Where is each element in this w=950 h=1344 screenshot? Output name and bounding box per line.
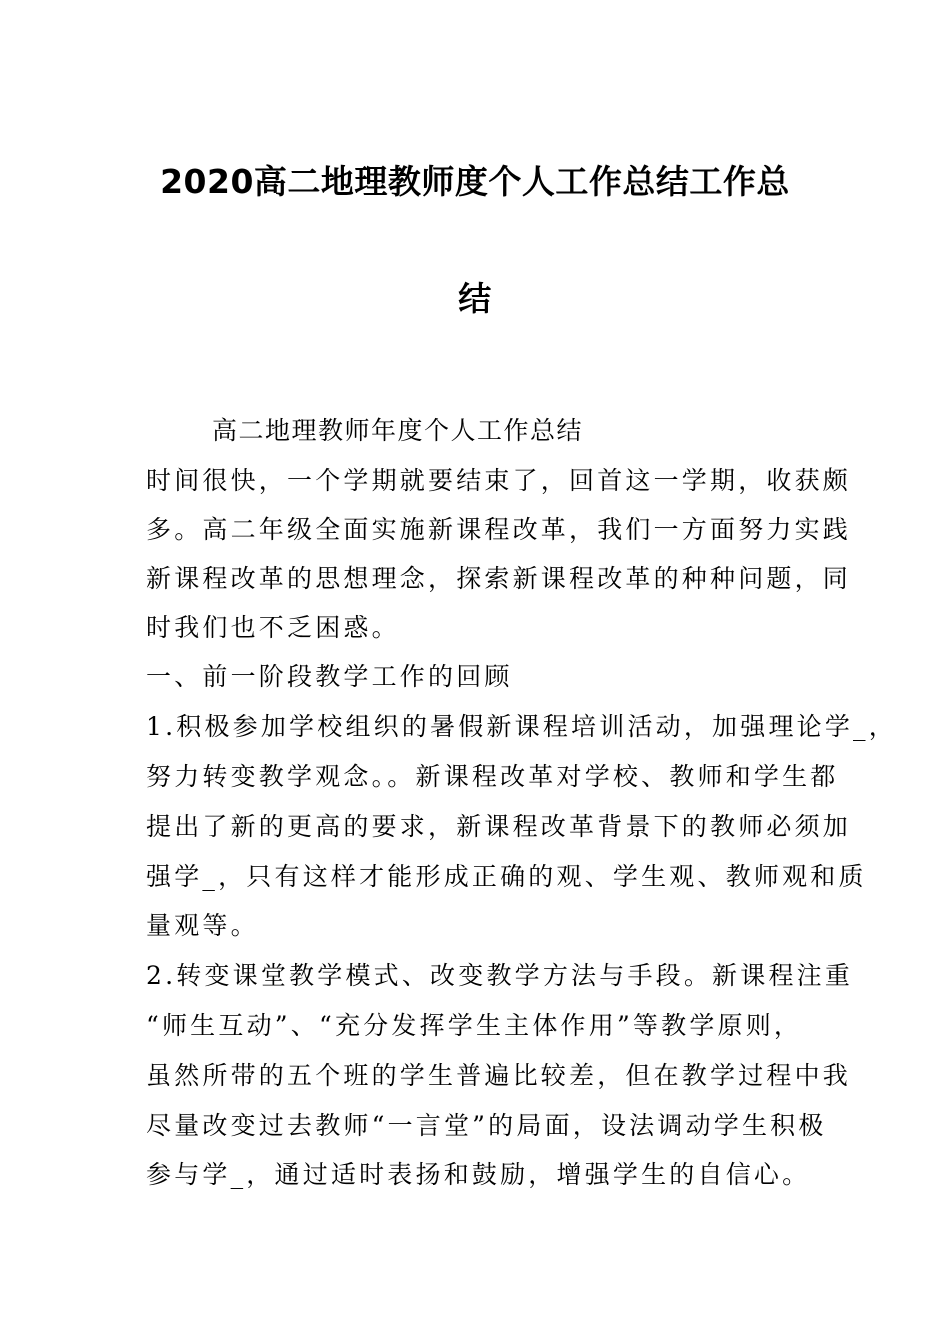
paragraph-line: 提出了新的更高的要求，新课程改革背景下的教师必须加 <box>146 812 852 841</box>
document-title-line-2: 结 <box>458 279 492 318</box>
paragraph-line: 2.转变课堂教学模式、改变教学方法与手段。新课程注重 <box>146 961 854 990</box>
paragraph-line: 参与学_，通过适时表扬和鼓励，增强学生的自信心。 <box>146 1160 811 1189</box>
paragraph-line: 新课程改革的思想理念，探索新课程改革的种种问题，同 <box>146 564 852 593</box>
paragraph-line: 量观等。 <box>146 911 259 940</box>
paragraph-line: 强学_，只有这样才能形成正确的观、学生观、教师观和质 <box>146 862 867 891</box>
paragraph-line: 尽量改变过去教师“一言堂”的局面，设法调动学生积极 <box>146 1111 827 1140</box>
paragraph-line: 1.积极参加学校组织的暑假新课程培训活动，加强理论学_， <box>146 712 897 741</box>
document-subtitle: 高二地理教师年度个人工作总结 <box>212 416 584 445</box>
paragraph-line: 时间很快，一个学期就要结束了，回首这一学期，收获颇 <box>146 466 852 495</box>
paragraph-line: 多。高二年级全面实施新课程改革，我们一方面努力实践 <box>146 515 852 544</box>
paragraph-line: 时我们也不乏困惑。 <box>146 613 400 642</box>
document-title-line-1: 2020高二地理教师度个人工作总结工作总 <box>160 162 790 201</box>
paragraph-line: 努力转变教学观念。。新课程改革对学校、教师和学生都 <box>146 762 839 791</box>
paragraph-line: 虽然所带的五个班的学生普遍比较差，但在教学过程中我 <box>146 1061 852 1090</box>
paragraph-line: “师生互动”、“充分发挥学生主体作用”等教学原则， <box>146 1011 803 1040</box>
section-heading: 一、前一阶段教学工作的回顾 <box>146 662 513 691</box>
